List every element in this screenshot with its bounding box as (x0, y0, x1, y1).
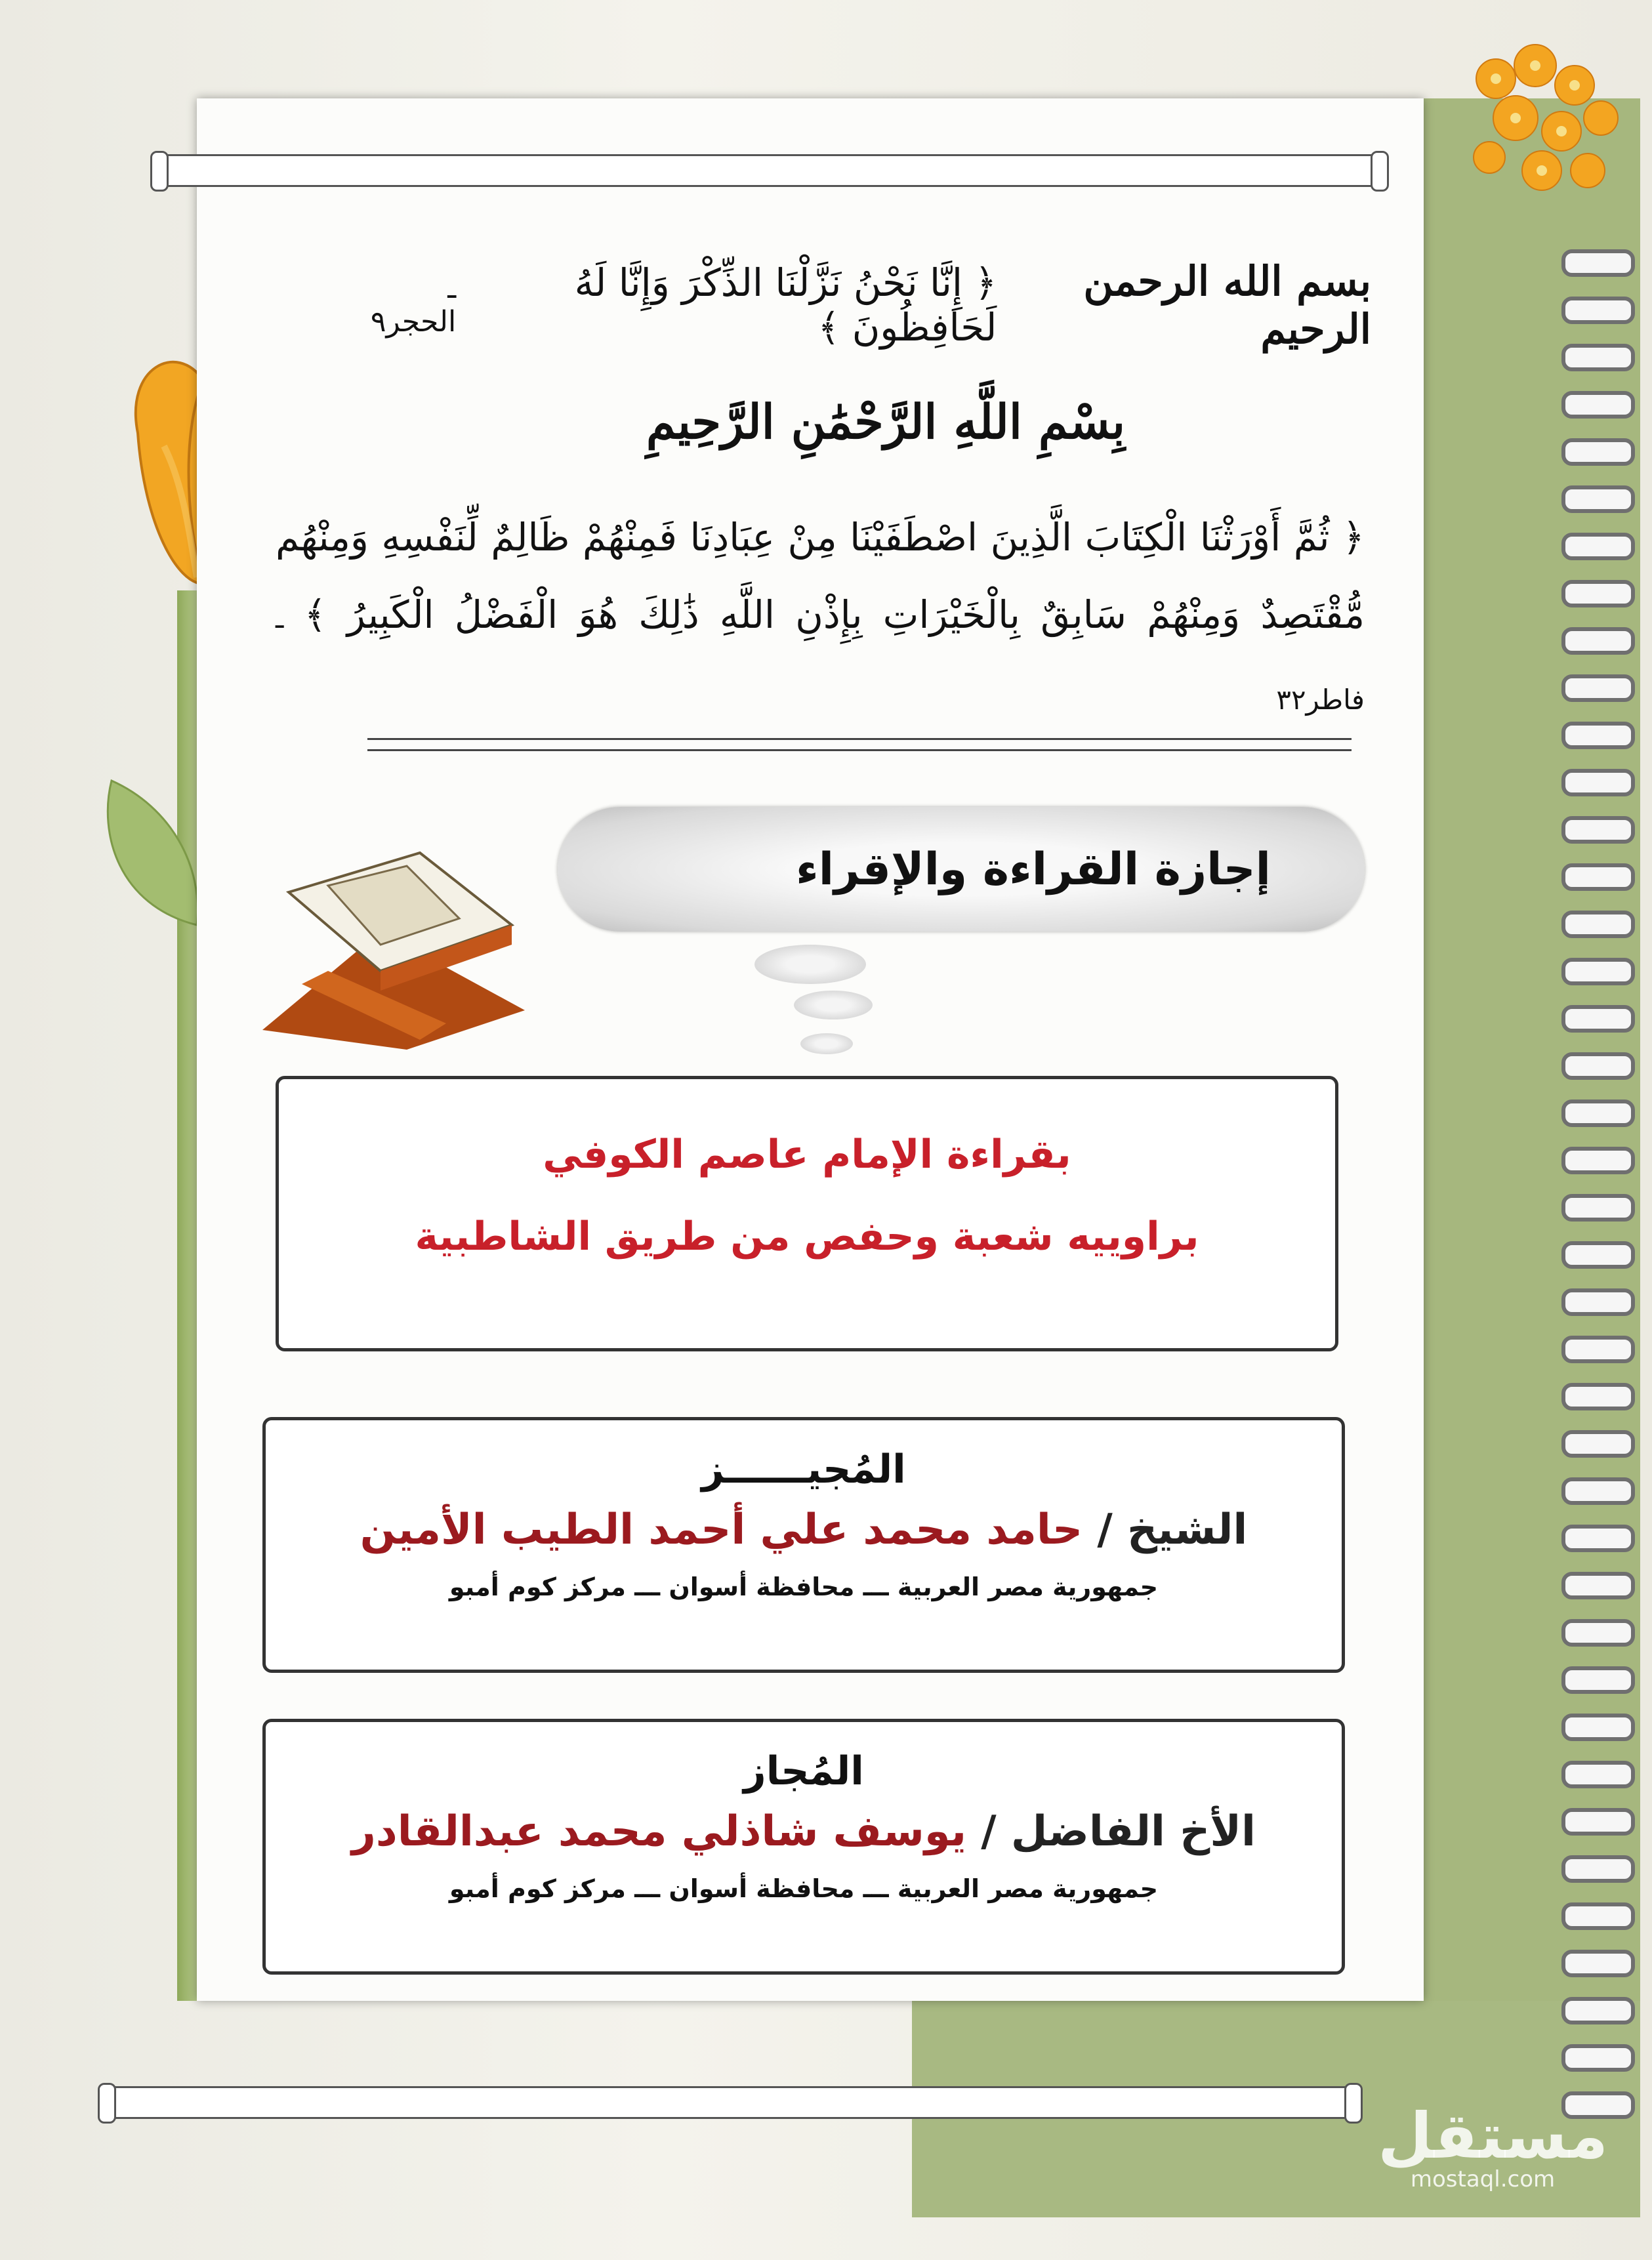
binding-ring (1561, 1147, 1635, 1174)
verse-fatir-text: ﴿ ثُمَّ أَوْرَثْنَا الْكِتَابَ الَّذِينَ اصْطَفَيْنَا مِنْ عِبَادِنَا فَمِنْهُمْ ظَالِمٌ لِّنَفْسِهِ وَمِنْهُم مُّقْتَصِدٌ وَمِنْهُمْ سَابِقٌ بِالْخَيْرَاتِ بِإِذْنِ اللَّهِ ذَٰلِكَ هُوَ الْفَضْلُ الْكَبِيرُ ﴾ (276, 515, 1365, 637)
bottom-banner (105, 2086, 1355, 2119)
binding-ring (1561, 1525, 1635, 1552)
binding-ring (1561, 1997, 1635, 2024)
binding-ring (1561, 533, 1635, 560)
mujaz-address: جمهورية مصر العربية ـــ محافظة أسوان ـــ مركز كوم أمبو (449, 1874, 1159, 1903)
watermark-ar: مستقل (1378, 2099, 1609, 2173)
binding-ring (1561, 1336, 1635, 1363)
quran-stand-icon (249, 813, 525, 1050)
mujaz-name: يوسف شاذلي محمد عبدالقادر (352, 1807, 966, 1856)
binding-ring (1561, 1241, 1635, 1269)
mujeez-name: حامد محمد علي أحمد الطيب الأمين (360, 1506, 1083, 1554)
binding-ring (1561, 627, 1635, 655)
basmala: بِسْمِ اللَّهِ الرَّحْمَٰنِ الرَّحِيمِ (646, 394, 1126, 449)
binding-ring (1561, 249, 1635, 277)
verse-fatir (276, 499, 1365, 739)
binding-ring (1561, 863, 1635, 891)
verse-hijr (367, 259, 1371, 351)
binding-ring (1561, 580, 1635, 607)
mujeez-box (262, 1417, 1345, 1673)
mujeez-prefix: الشيخ / (1083, 1506, 1248, 1554)
mujeez-heading: المُجيــــــز (701, 1447, 906, 1492)
binding-ring (1561, 1902, 1635, 1930)
binding-ring (1561, 816, 1635, 844)
top-banner (157, 154, 1382, 187)
binding-ring (1561, 438, 1635, 466)
verse-hijr-text: ﴿ إِنَّا نَحْنُ نَزَّلْنَا الذِّكْرَ وَإِنَّا لَهُ لَحَافِظُونَ ﴾ (574, 260, 997, 350)
binding-ring (1561, 1572, 1635, 1599)
cloud-bubble (754, 945, 866, 984)
binding-ring (1561, 297, 1635, 324)
mujaz-prefix: الأخ الفاضل / (966, 1807, 1256, 1856)
binding-ring (1561, 1666, 1635, 1694)
watermark (1378, 2099, 1609, 2192)
mujaz-heading: المُجاز (743, 1748, 864, 1794)
binding-ring (1561, 958, 1635, 985)
binding-ring (1561, 674, 1635, 702)
binding-ring (1561, 1619, 1635, 1647)
binding-ring (1561, 1005, 1635, 1033)
binding-ring (1561, 1714, 1635, 1741)
binding-ring (1561, 1855, 1635, 1883)
binding-ring (1561, 1430, 1635, 1458)
watermark-en: mostaql.com (1410, 2166, 1556, 2192)
cloud-bubble (800, 1033, 853, 1054)
title-cloud (558, 807, 1365, 932)
binding-ring (1561, 1761, 1635, 1788)
binding-ring (1561, 1099, 1635, 1127)
binding-ring (1561, 1194, 1635, 1222)
flowers-decoration (1443, 26, 1640, 223)
qiraa-line1: بقراءة الإمام عاصم الكوفي (543, 1132, 1071, 1178)
qiraa-scroll (276, 1076, 1338, 1351)
binding-ring (1561, 1950, 1635, 1977)
mujaz-box (262, 1719, 1345, 1975)
mujeez-address: جمهورية مصر العربية ـــ محافظة أسوان ـــ مركز كوم أمبو (449, 1572, 1159, 1601)
binding-ring (1561, 485, 1635, 513)
binding-ring (1561, 1052, 1635, 1080)
verse-hijr-ref: ـ الحجر٩ (370, 272, 457, 339)
binding-ring (1561, 2044, 1635, 2072)
binding-ring (1561, 1808, 1635, 1836)
binding-ring (1561, 1477, 1635, 1505)
binding-ring (1561, 1288, 1635, 1316)
binding-ring (1561, 722, 1635, 749)
binding-ring (1561, 1383, 1635, 1410)
divider (367, 738, 1352, 751)
cloud-bubble (794, 991, 873, 1019)
certificate-title: إجازة القراءة والإقراء (796, 843, 1271, 895)
binding-ring (1561, 911, 1635, 938)
verse-fatir-ref: ـ فاطر٣٢ (276, 602, 1365, 716)
binding-ring (1561, 344, 1635, 371)
qiraa-line2: براوييه شعبة وحفص من طريق الشاطبية (415, 1214, 1199, 1260)
binding-ring (1561, 769, 1635, 796)
spiral-binding (1561, 249, 1627, 2217)
basmala-calligraphy: بسم الله الرحمن الرحيم (1083, 257, 1371, 353)
binding-ring (1561, 391, 1635, 419)
mujeez-name-line (266, 1506, 1342, 1554)
leaf-icon-2 (92, 774, 203, 932)
mujaz-name-line (266, 1807, 1342, 1856)
